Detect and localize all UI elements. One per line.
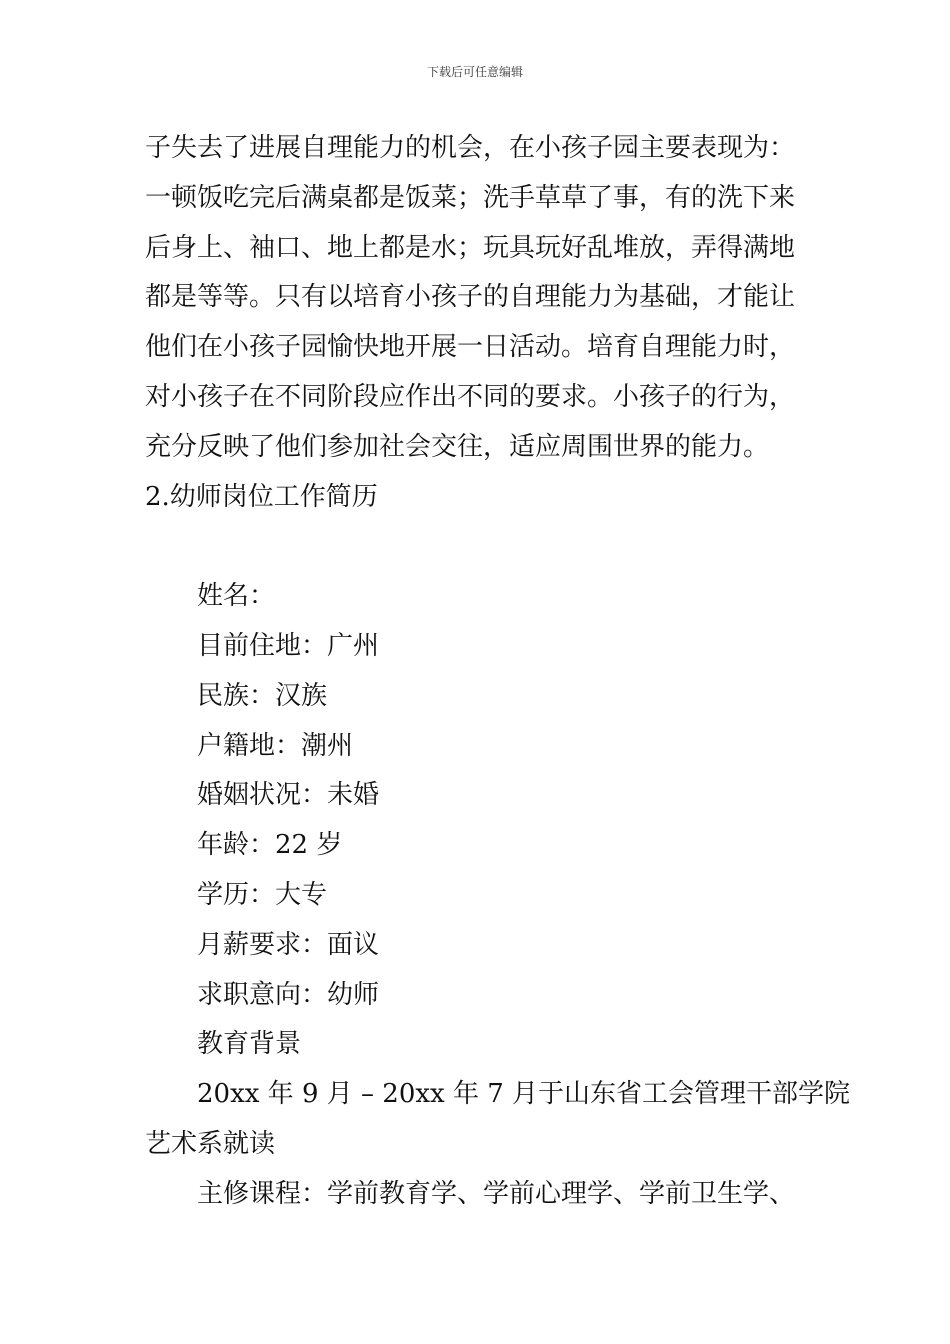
body-text-line: 子失去了进展自理能力的机会，在小孩子园主要表现为： xyxy=(145,133,796,163)
body-text-line: 他们在小孩子园愉快地开展一日活动。培育自理能力时， xyxy=(145,332,796,363)
resume-job-intent: 求职意向：幼师 xyxy=(197,979,380,1010)
main-courses: 主修课程：学前教育学、学前心理学、学前卫生学、 xyxy=(197,1178,796,1209)
resume-marital-status: 婚姻状况：未婚 xyxy=(197,780,380,811)
body-text-line: 都是等等。只有以培育小孩子的自理能力为基础，才能让 xyxy=(145,282,796,313)
resume-age: 年龄：22 岁 xyxy=(197,830,343,861)
section-title: 2.幼师岗位工作简历 xyxy=(145,481,378,512)
document-body xyxy=(145,124,851,1220)
resume-hometown: 户籍地：潮州 xyxy=(197,730,354,761)
body-text-line: 对小孩子在不同阶段应作出不同的要求。小孩子的行为， xyxy=(145,381,796,412)
education-heading: 教育背景 xyxy=(197,1029,302,1060)
resume-education-level: 学历：大专 xyxy=(197,879,328,910)
education-entry-continued: 艺术系就读 xyxy=(145,1128,276,1159)
education-entry: 20xx 年 9 月 – 20xx 年 7 月于山东省工会管理干部学院 xyxy=(197,1079,851,1110)
resume-name: 姓名： xyxy=(197,581,276,612)
body-text-line: 后身上、袖口、地上都是水；玩具玩好乱堆放，弄得满地 xyxy=(145,232,796,263)
body-text-line: 充分反映了他们参加社会交往，适应周围世界的能力。 xyxy=(145,431,770,462)
page-header: 下载后可任意编辑 xyxy=(426,65,523,79)
body-text-line: 一顿饭吃完后满桌都是饭菜；洗手草草了事，有的洗下来 xyxy=(145,182,796,213)
blank-line xyxy=(145,522,815,572)
resume-residence: 目前住地：广州 xyxy=(197,630,380,661)
resume-ethnicity: 民族：汉族 xyxy=(197,680,328,711)
resume-salary: 月薪要求：面议 xyxy=(197,929,380,960)
